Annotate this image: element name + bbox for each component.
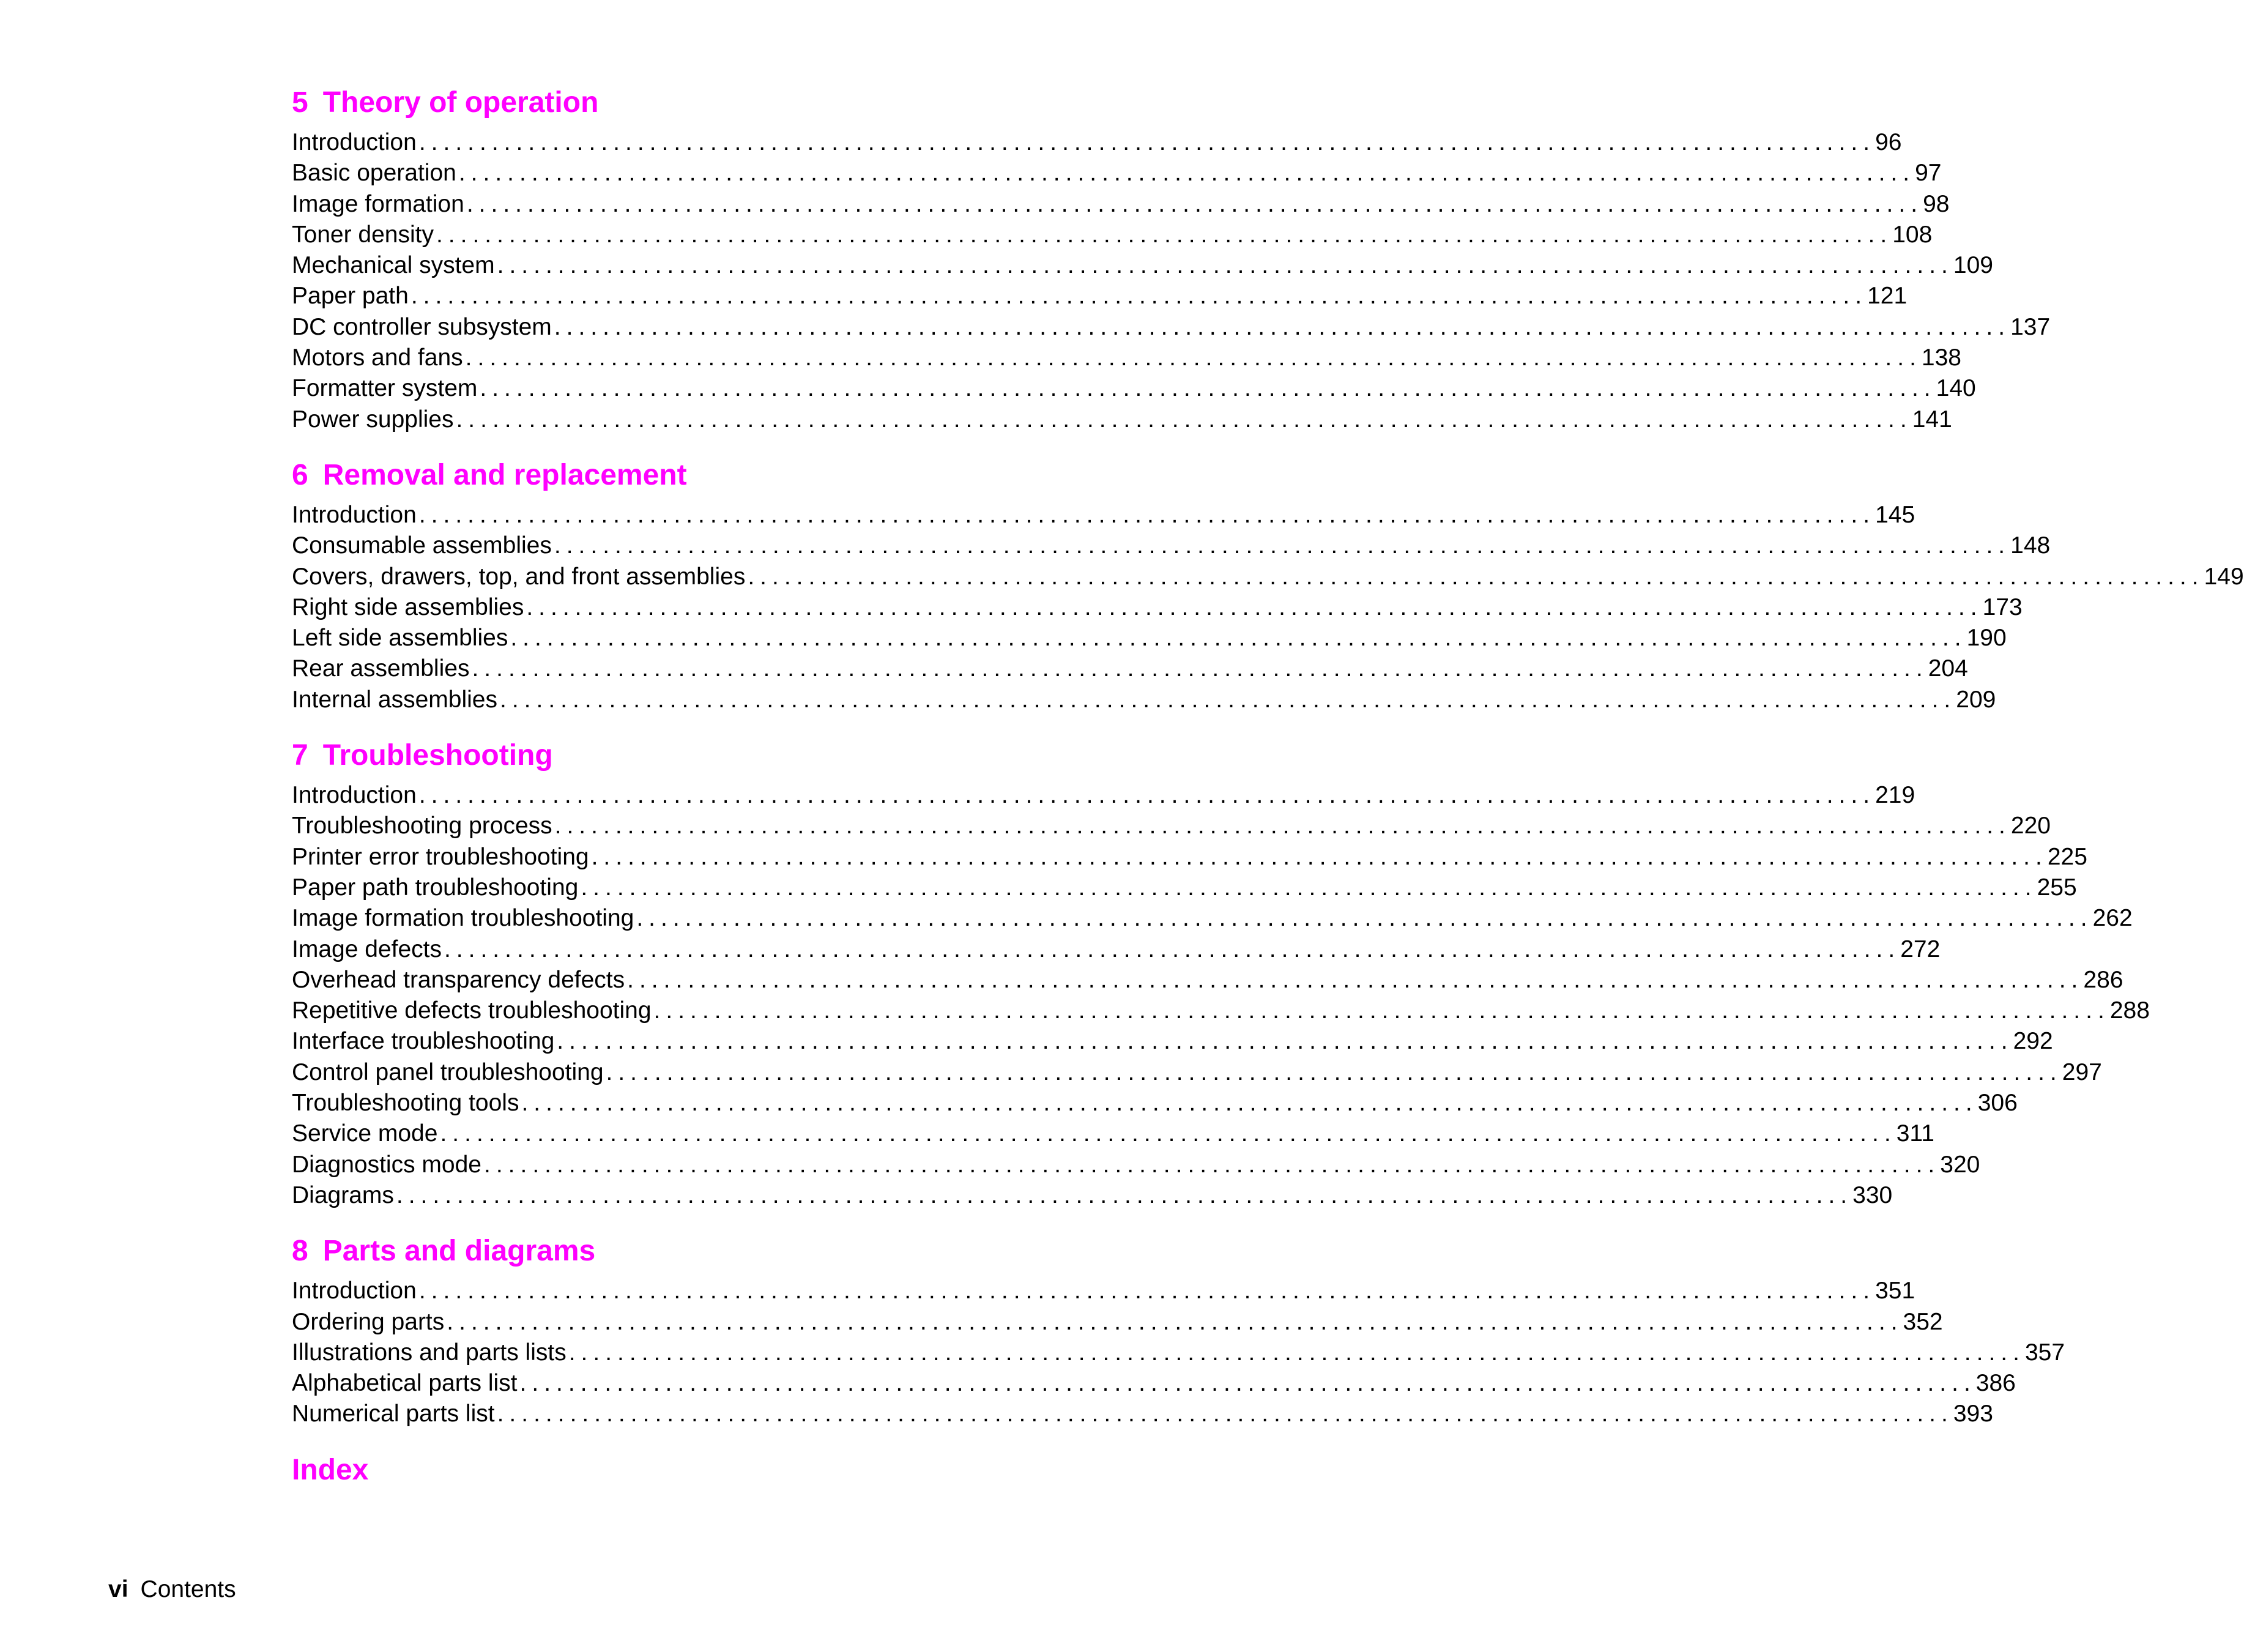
chapter-number: 6: [292, 458, 308, 491]
dot-leader: ........................................................................................................................: [554, 813, 2011, 839]
toc-entry-label: Paper path troubleshooting: [292, 874, 579, 901]
toc-entry[interactable]: [292, 653, 1968, 684]
chapter-number: 7: [292, 739, 308, 772]
toc-entry-label: Introduction: [292, 782, 417, 809]
toc-entry-page-number: 148: [2010, 532, 2051, 559]
dot-leader: ........................................................................................................................: [418, 1278, 1876, 1304]
chapter-title: Theory of operation: [322, 86, 599, 119]
section-spacer: [292, 1211, 1075, 1228]
toc-entry-label: Printer error troubleshooting: [292, 843, 589, 870]
chapter-section: [292, 1228, 2065, 1446]
toc-entry-label: Motors and fans: [292, 344, 463, 371]
toc-entry-label: DC controller subsystem: [292, 313, 552, 340]
toc-entry-label: Repetitive defects troubleshooting: [292, 997, 652, 1024]
toc-entry[interactable]: [292, 965, 2123, 995]
toc-entry-page-number: 190: [1966, 625, 2007, 652]
dot-leader: ........................................................................................................................: [554, 532, 2011, 559]
toc-entry-label: Control panel troubleshooting: [292, 1059, 604, 1085]
toc-entry[interactable]: [292, 1118, 1934, 1149]
toc-entry[interactable]: [292, 592, 2023, 623]
dot-leader: ........................................................................................................................: [653, 997, 2110, 1024]
toc-entry[interactable]: [292, 127, 1902, 158]
dot-leader: ........................................................................................................................: [554, 313, 2011, 340]
toc-entry-label: Service mode: [292, 1120, 438, 1147]
dot-leader: ........................................................................................................................: [465, 344, 1922, 371]
toc-entry-label: Overhead transparency defects: [292, 966, 625, 993]
toc-entry-page-number: 219: [1875, 782, 1915, 809]
dot-leader: ........................................................................................................................: [396, 1181, 1853, 1208]
toc-entry-label: Introduction: [292, 501, 417, 528]
toc-entry[interactable]: [292, 1057, 2102, 1088]
toc-entry-page-number: 330: [1852, 1181, 1893, 1208]
toc-entry-page-number: 288: [2109, 997, 2150, 1024]
toc-entry[interactable]: [292, 995, 2150, 1026]
toc-entry-page-number: 292: [2013, 1028, 2053, 1055]
toc-entry[interactable]: [292, 1399, 1993, 1429]
dot-leader: ........................................................................................................................: [627, 966, 2084, 993]
toc-entry-label: Image formation: [292, 190, 464, 217]
toc-entry-list: [292, 127, 2051, 435]
toc-entry[interactable]: [292, 343, 1961, 373]
toc-entry-label: Formatter system: [292, 375, 478, 402]
toc-entry-label: Diagrams: [292, 1181, 394, 1208]
toc-entry-page-number: 357: [2024, 1339, 2065, 1366]
toc-entry[interactable]: [292, 189, 1950, 220]
toc-entry-page-number: 149: [2204, 563, 2244, 590]
toc-entry-label: Mechanical system: [292, 252, 495, 279]
dot-leader: ........................................................................................................................: [591, 843, 2048, 870]
toc-entry[interactable]: [292, 903, 2133, 934]
toc-entry[interactable]: [292, 158, 1942, 188]
toc-entry-page-number: 352: [1903, 1308, 1943, 1335]
toc-entry[interactable]: [292, 1368, 2016, 1399]
toc-entry[interactable]: [292, 281, 1908, 311]
toc-entry-page-number: 209: [1956, 686, 1996, 713]
toc-entry-label: Introduction: [292, 129, 417, 155]
toc-entry-page-number: 255: [2037, 874, 2077, 901]
dot-leader: ........................................................................................................................: [447, 1308, 1903, 1335]
toc-entry-page-number: 137: [2010, 313, 2051, 340]
toc-entry[interactable]: [292, 250, 1993, 281]
toc-entry[interactable]: [292, 811, 2051, 841]
toc-entry-page-number: 306: [1977, 1090, 2018, 1117]
toc-entry-label: Image defects: [292, 936, 442, 962]
dot-leader: ........................................................................................................................: [466, 190, 1923, 217]
chapter-section: [292, 80, 2051, 452]
toc-entry-label: Ordering parts: [292, 1308, 445, 1335]
toc-entry-page-number: 108: [1892, 221, 1933, 248]
toc-entry-label: Toner density: [292, 221, 434, 248]
toc-entry[interactable]: [292, 373, 1976, 404]
toc-entry-page-number: 262: [2092, 905, 2133, 932]
chapter-number: 8: [292, 1235, 308, 1268]
toc-entry-page-number: 286: [2083, 966, 2123, 993]
toc-entry-label: Internal assemblies: [292, 686, 497, 713]
toc-entry[interactable]: [292, 934, 1941, 965]
toc-entry-label: Troubleshooting process: [292, 813, 552, 839]
chapter-heading[interactable]: [292, 80, 1075, 126]
toc-entry-page-number: 98: [1923, 190, 1950, 217]
chapter-section: [292, 732, 2150, 1228]
toc-entry-label: Power supplies: [292, 406, 454, 433]
dot-leader: ........................................................................................................................: [521, 1090, 1978, 1117]
page-footer: [108, 1574, 236, 1605]
toc-entry-list: [292, 780, 2150, 1211]
toc-entry-label: Left side assemblies: [292, 625, 508, 652]
toc-entry-page-number: 109: [1953, 252, 1993, 279]
chapter-number: 5: [292, 86, 308, 119]
dot-leader: ........................................................................................................................: [557, 1028, 2013, 1055]
dot-leader: ........................................................................................................................: [526, 593, 1983, 620]
toc-entry-label: Paper path: [292, 283, 409, 310]
toc-entry-label: Basic operation: [292, 160, 456, 187]
table-of-contents: [292, 80, 2244, 1494]
chapter-heading[interactable]: [292, 732, 1075, 779]
chapter-heading[interactable]: [292, 1228, 1075, 1274]
toc-entry[interactable]: [292, 780, 1915, 811]
toc-entry-page-number: 173: [1982, 593, 2023, 620]
section-spacer: [292, 1430, 1075, 1447]
toc-entry-page-number: 204: [1928, 655, 1968, 682]
dot-leader: ........................................................................................................................: [480, 375, 1936, 402]
toc-entry[interactable]: [292, 1338, 2065, 1368]
toc-entry-page-number: 140: [1936, 375, 1976, 402]
toc-entry-page-number: 311: [1896, 1120, 1934, 1147]
toc-entry[interactable]: [292, 220, 1933, 250]
chapter-section: [292, 452, 2244, 732]
dot-leader: ........................................................................................................................: [411, 283, 1868, 310]
toc-entry-label: Introduction: [292, 1278, 417, 1304]
toc-entry-label: Covers, drawers, top, and front assemblies: [292, 563, 746, 590]
toc-entry[interactable]: [292, 500, 1915, 530]
toc-entry[interactable]: [292, 1276, 1915, 1306]
dot-leader: ........................................................................................................................: [581, 874, 2037, 901]
toc-entry-page-number: 225: [2047, 843, 2087, 870]
chapter-title: Parts and diagrams: [322, 1235, 596, 1268]
dot-leader: ........................................................................................................................: [568, 1339, 2025, 1366]
dot-leader: ........................................................................................................................: [510, 625, 1967, 652]
toc-entry-label: Right side assemblies: [292, 593, 524, 620]
toc-entry-page-number: 272: [1900, 936, 1941, 962]
dot-leader: ........................................................................................................................: [606, 1059, 2062, 1085]
toc-entry[interactable]: [292, 685, 1996, 715]
toc-entry-page-number: 351: [1875, 1278, 1915, 1304]
toc-entry[interactable]: [292, 842, 2087, 873]
toc-entry[interactable]: [292, 623, 2007, 653]
dot-leader: ........................................................................................................................: [500, 686, 1956, 713]
toc-entry[interactable]: [292, 1088, 2018, 1118]
toc-entry-label: Rear assemblies: [292, 655, 470, 682]
dot-leader: ........................................................................................................................: [436, 221, 1893, 248]
dot-leader: ........................................................................................................................: [748, 563, 2204, 590]
dot-leader: ........................................................................................................................: [497, 252, 1953, 279]
toc-entry-label: Numerical parts list: [292, 1401, 495, 1427]
page-folio: vi: [108, 1576, 128, 1602]
toc-entry-page-number: 145: [1875, 501, 1915, 528]
footer-section-title: Contents: [140, 1576, 236, 1602]
dot-leader: ........................................................................................................................: [636, 905, 2093, 932]
toc-entry[interactable]: [292, 873, 2077, 903]
toc-entry-page-number: 386: [1975, 1370, 2016, 1397]
chapter-title: Removal and replacement: [322, 458, 687, 491]
toc-entry-page-number: 141: [1912, 406, 1952, 433]
toc-entry[interactable]: [292, 1150, 1980, 1180]
toc-entry[interactable]: [292, 1026, 2053, 1057]
toc-entry-page-number: 121: [1867, 283, 1908, 310]
toc-entry-label: Consumable assemblies: [292, 532, 552, 559]
toc-entry-page-number: 97: [1915, 160, 1942, 187]
toc-entry-page-number: 96: [1875, 129, 1902, 155]
toc-entry-label: Diagnostics mode: [292, 1151, 481, 1178]
dot-leader: ........................................................................................................................: [483, 1151, 1941, 1178]
toc-entry[interactable]: [292, 1307, 1943, 1338]
chapter-title: Troubleshooting: [322, 739, 553, 772]
index-heading[interactable]: Index: [292, 1453, 369, 1486]
chapter-list: [292, 80, 2244, 1447]
toc-entry[interactable]: [292, 530, 2051, 561]
chapter-heading[interactable]: [292, 452, 1075, 499]
toc-entry-page-number: 393: [1953, 1401, 1993, 1427]
toc-entry-label: Troubleshooting tools: [292, 1090, 519, 1117]
dot-leader: ........................................................................................................................: [418, 129, 1876, 155]
dot-leader: ........................................................................................................................: [519, 1370, 1976, 1397]
toc-entry[interactable]: [292, 1180, 1893, 1211]
toc-entry-label: Image formation troubleshooting: [292, 905, 634, 932]
section-spacer: [292, 715, 1075, 732]
dot-leader: ........................................................................................................................: [458, 160, 1915, 187]
dot-leader: ........................................................................................................................: [472, 655, 1928, 682]
section-spacer: [292, 435, 1075, 452]
dot-leader: ........................................................................................................................: [418, 501, 1876, 528]
toc-entry[interactable]: [292, 312, 2051, 343]
toc-entry-page-number: 320: [1940, 1151, 1980, 1178]
toc-entry-page-number: 220: [2010, 813, 2051, 839]
toc-entry-label: Alphabetical parts list: [292, 1370, 518, 1397]
toc-entry[interactable]: [292, 404, 1952, 435]
toc-entry-list: [292, 1276, 2065, 1429]
dot-leader: ........................................................................................................................: [456, 406, 1912, 433]
dot-leader: ........................................................................................................................: [444, 936, 1901, 962]
toc-entry-label: Illustrations and parts lists: [292, 1339, 567, 1366]
dot-leader: ........................................................................................................................: [418, 782, 1876, 809]
toc-entry-page-number: 297: [2062, 1059, 2102, 1085]
dot-leader: ........................................................................................................................: [497, 1401, 1953, 1427]
toc-entry[interactable]: [292, 562, 2244, 592]
dot-leader: ........................................................................................................................: [440, 1120, 1897, 1147]
toc-entry-list: [292, 500, 2244, 715]
toc-entry-page-number: 138: [1921, 344, 1961, 371]
toc-entry-label: Interface troubleshooting: [292, 1028, 555, 1055]
